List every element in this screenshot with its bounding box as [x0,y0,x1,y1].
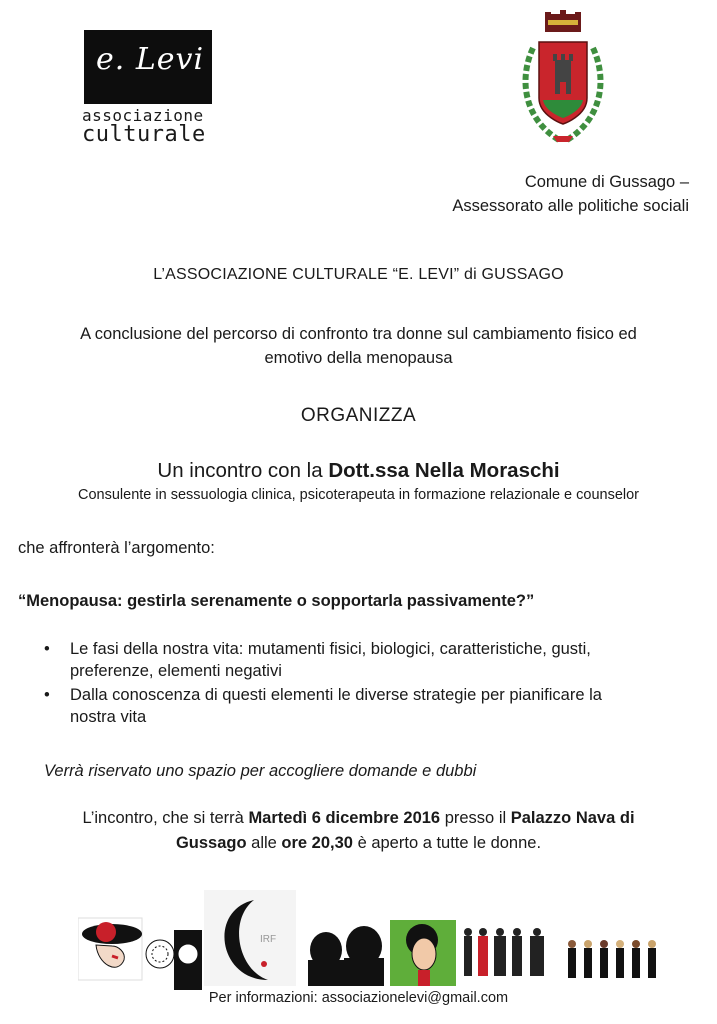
bullet-1-line2: preferenze, elementi negativi [70,662,282,680]
logo-line-associazione: associazione [82,106,204,125]
topic-title: “Menopausa: gestirla serenamente o sopportarla passivamente?” [18,592,535,610]
bullet-1-line1: • Le fasi della nostra vita: mutamenti fisici, biologici, caratteristiche, gusti, [70,640,591,658]
speaker-credentials: Consulente in sessuologia clinica, psicoterapeuta in formazione relazionale e counselor [78,487,639,503]
topic-intro: che affronterà l’argomento: [18,539,215,557]
comune-line2: Assessorato alle politiche sociali [452,197,689,215]
bullet-2-line1: • Dalla conoscenza di questi elementi le diverse strategie per pianificare la [70,686,602,704]
intro-line2: emotivo della menopausa [264,349,453,367]
svg-text:IRF: IRF [260,934,277,945]
town-crest-icon [515,8,611,148]
comune-line1: Comune di Gussago – [524,173,689,191]
logo-signature: e. Levi [96,42,205,77]
intro-line1: A conclusione del percorso di confronto tra donne sul cambiamento fisico ed [80,325,637,343]
final-text-1: L’incontro, che si terrà [82,809,249,827]
face-profile-illustration [204,890,296,986]
woman-hat-illustration [78,918,142,980]
event-date: Martedì 6 dicembre 2016 [248,809,441,827]
final-text-3: alle [246,834,282,852]
event-town: Gussago [175,834,247,852]
dancing-women-illustration [568,940,656,978]
list-item [44,684,684,728]
qa-note: Verrà riservato uno spazio per accogliere domande e dubbi [44,762,477,780]
intro-paragraph [0,322,717,370]
contact-info [0,990,717,1006]
event-details [0,806,717,856]
logo-line-culturale: culturale [82,122,206,147]
silhouettes-illustration [308,926,384,986]
organizza-heading: ORGANIZZA [300,405,417,426]
contact-label: Per informazioni: [208,990,322,1006]
topic-bullets [44,638,684,730]
incontro-heading [0,459,717,483]
event-venue: Palazzo Nava di [510,809,635,827]
illustration-strip [78,890,668,990]
bullet-2-line2: nostra vita [70,708,147,726]
association-title: L’ASSOCIAZIONE CULTURALE “E. LEVI” di GUSSAGO [153,266,564,283]
event-time: ore 20,30 [281,834,353,852]
body-shapes-illustration [464,928,544,976]
incontro-prefix: Un incontro con la [157,459,329,482]
comune-block [452,170,689,218]
flower-illustration [146,930,202,990]
contact-email[interactable]: associazionelevi@gmail.com [321,990,509,1006]
final-text-4: è aperto a tutte le donne. [352,834,542,852]
final-text-2: presso il [440,809,511,827]
list-item [44,638,684,682]
speaker-name: Dott.ssa Nella Moraschi [328,459,560,482]
pop-art-woman-illustration [390,920,456,986]
